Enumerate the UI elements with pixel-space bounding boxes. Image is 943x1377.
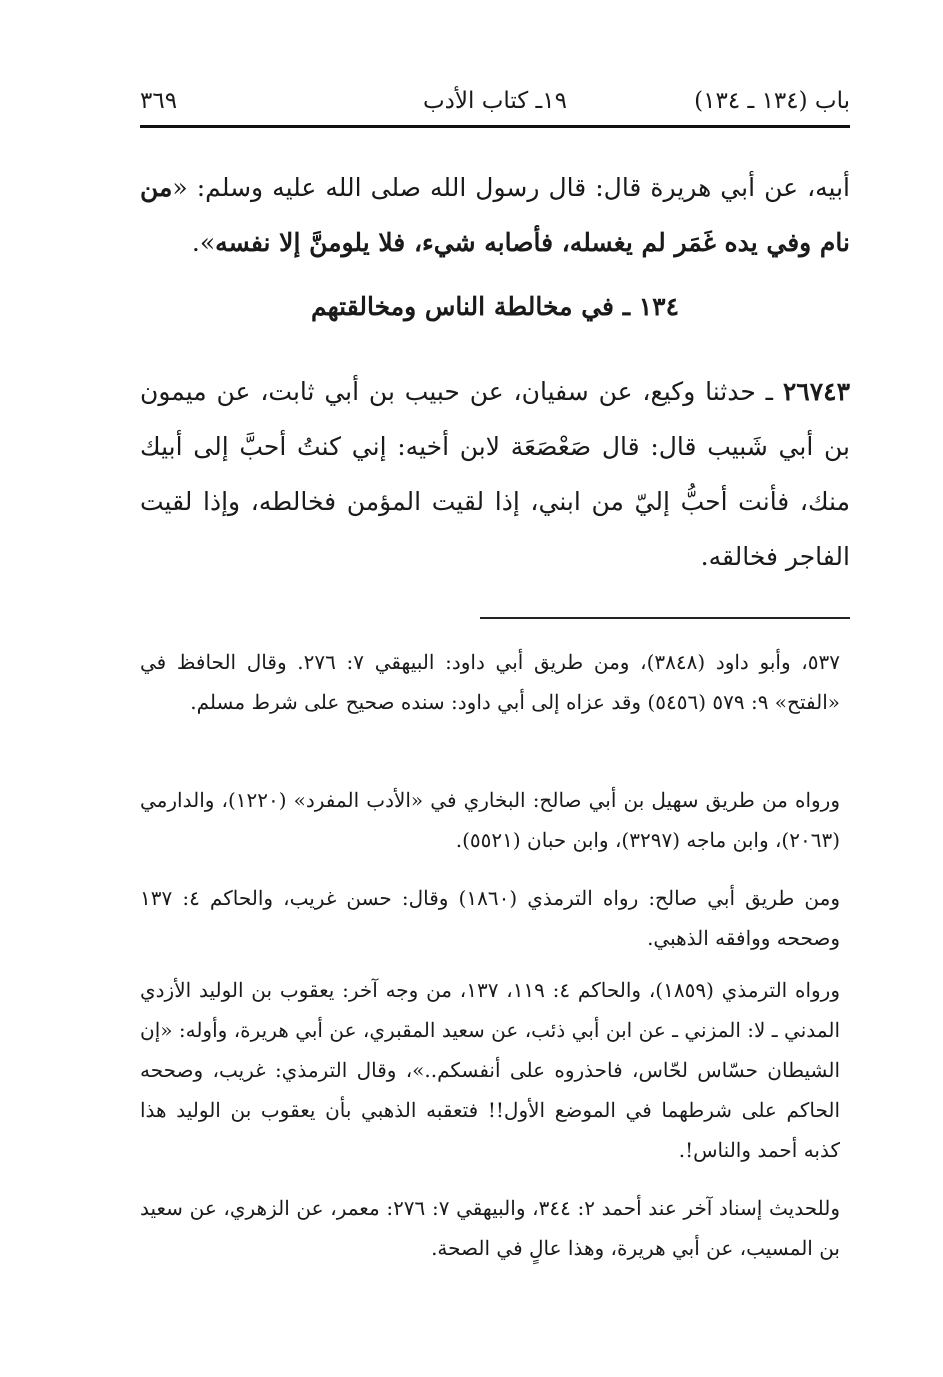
- footnote-paragraph: وللحديث إسناد آخر عند أحمد ٢: ٣٤٤، والبيهقي ٧: ٢٧٦: معمر، عن الزهري، عن سعيد بن المسيب، عن أبي هريرة، وهذا عالٍ في الصحة.: [140, 1196, 841, 1260]
- footnote-paragraph: ورواه من طريق سهيل بن أبي صالح: البخاري في «الأدب المفرد» (١٢٢٠)، والدارمي (٢٠٦٣)، وابن ماجه (٣٢٩٧)، وابن حبان (٥٥٢١).: [140, 788, 840, 852]
- hadith-entry: [140, 364, 850, 584]
- intro-text: أبيه، عن أبي هريرة قال: قال رسول الله صلى الله عليه وسلم: «: [172, 173, 850, 202]
- footnote-paragraph: ومن طريق أبي صالح: رواه الترمذي (١٨٦٠) وقال: حسن غريب، والحاكم ٤: ١٣٧ وصححه ووافقه الذهبي.: [140, 886, 840, 950]
- header-divider: [140, 125, 850, 128]
- intro-quote: من نام وفي يده غَمَر لم يغسله، فأصابه شيء، فلا يلومنَّ إلا نفسه: [140, 173, 850, 257]
- page-header: [140, 80, 850, 130]
- book-title: ١٩ـ كتاب الأدب: [422, 88, 568, 114]
- chapter-reference: باب (١٣٤ ـ ١٣٤): [694, 88, 850, 114]
- hadith-number: ٢٦٧٤٣: [782, 377, 850, 406]
- section-heading: ١٣٤ ـ في مخالطة الناس ومخالقتهم: [310, 292, 680, 321]
- hadith-continuation: [140, 160, 850, 270]
- intro-closing: ».: [191, 228, 216, 257]
- page-number: ٣٦٩: [140, 88, 178, 114]
- footnote-paragraph: ٥٣٧، وأبو داود (٣٨٤٨)، ومن طريق أبي داود: البيهقي ٧: ٢٧٦. وقال الحافظ في «الفتح» ٩: ٥٧٩ (٥٤٥٦) وقد عزاه إلى أبي داود: سنده صحيح على شرط مسلم.: [140, 650, 840, 714]
- footnote-divider: [480, 617, 850, 619]
- hadith-text: ـ حدثنا وكيع، عن سفيان، عن حبيب بن أبي ثابت، عن ميمون بن أبي شَبيب قال: قال صَعْصَعَة لابن أخيه: إني كنتُ أحبَّ إلى أبيك منك، فأنت أحبُّ إليّ من ابني، إذا لقيت المؤمن فخالطه، وإذا لقيت الفاجر فخالقه.: [140, 377, 850, 571]
- footnote-paragraph: ورواه الترمذي (١٨٥٩)، والحاكم ٤: ١١٩، ١٣٧، من وجه آخر: يعقوب بن الوليد الأزدي المدني ـ لا: المزني ـ عن ابن أبي ذئب، عن سعيد المقبري، عن أبي هريرة، وأوله: «إن الشيطان حسّاس لحّاس، فاحذروه على أنفسكم..»، وقال الترمذي: غريب، وصححه الحاكم على شرطهما في الموضع الأول!! فتعقبه الذهبي بأن يعقوب بن الوليد هذا كذبه أحمد والناس!.: [140, 978, 840, 1162]
